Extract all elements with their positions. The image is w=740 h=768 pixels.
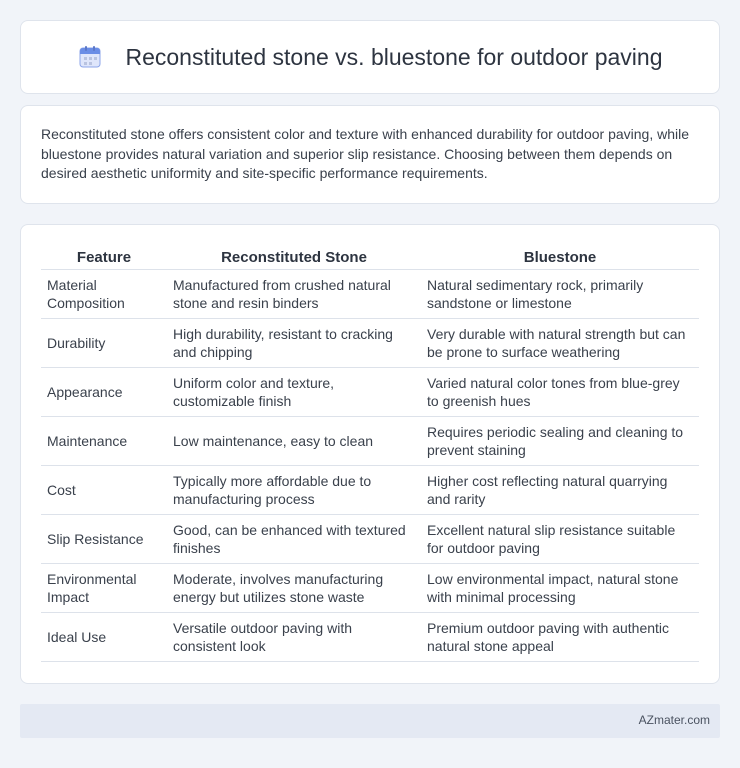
reconstituted-cell: Manufactured from crushed natural stone and resin binders — [167, 269, 421, 318]
table-header-row — [41, 243, 699, 269]
bluestone-cell: Varied natural color tones from blue-grey to greenish hues — [421, 367, 699, 416]
table-row — [41, 514, 699, 563]
bluestone-cell: Excellent natural slip resistance suitable for outdoor paving — [421, 514, 699, 563]
title-card — [20, 20, 720, 94]
footer-brand: AZmater.com — [638, 713, 710, 727]
bluestone-cell: Higher cost reflecting natural quarrying and rarity — [421, 465, 699, 514]
header-feature: Feature — [41, 243, 167, 269]
reconstituted-cell: Low maintenance, easy to clean — [167, 416, 421, 465]
header-reconstituted-stone: Reconstituted Stone — [167, 243, 421, 269]
table-row — [41, 563, 699, 612]
feature-cell: Durability — [41, 318, 167, 367]
feature-cell: Ideal Use — [41, 612, 167, 661]
feature-cell: Cost — [41, 465, 167, 514]
bluestone-cell: Premium outdoor paving with authentic natural stone appeal — [421, 612, 699, 661]
reconstituted-cell: Uniform color and texture, customizable finish — [167, 367, 421, 416]
bluestone-cell: Natural sedimentary rock, primarily sandstone or limestone — [421, 269, 699, 318]
summary-card — [20, 105, 720, 204]
comparison-table — [41, 243, 699, 662]
table-row — [41, 318, 699, 367]
table-row — [41, 416, 699, 465]
table-row — [41, 367, 699, 416]
summary-text: Reconstituted stone offers consistent color and texture with enhanced durability for outdoor paving, while bluestone provides natural variation and superior slip resistance. Choosing between them depends on desired aesthetic uniformity and site-specific performance requirements. — [41, 126, 690, 181]
feature-cell: Material Composition — [41, 269, 167, 318]
bluestone-cell: Very durable with natural strength but can be prone to surface weathering — [421, 318, 699, 367]
table-row — [41, 465, 699, 514]
table-row — [41, 269, 699, 318]
feature-cell: Appearance — [41, 367, 167, 416]
calendar-icon — [77, 44, 103, 70]
feature-cell: Slip Resistance — [41, 514, 167, 563]
bluestone-cell: Requires periodic sealing and cleaning to prevent staining — [421, 416, 699, 465]
bluestone-cell: Low environmental impact, natural stone with minimal processing — [421, 563, 699, 612]
feature-cell: Environmental Impact — [41, 563, 167, 612]
table-row — [41, 612, 699, 661]
page-title: Reconstituted stone vs. bluestone for outdoor paving — [125, 43, 663, 70]
footer-bar — [20, 704, 720, 738]
reconstituted-cell: Typically more affordable due to manufacturing process — [167, 465, 421, 514]
feature-cell: Maintenance — [41, 416, 167, 465]
reconstituted-cell: Moderate, involves manufacturing energy but utilizes stone waste — [167, 563, 421, 612]
header-bluestone: Bluestone — [421, 243, 699, 269]
comparison-card — [20, 224, 720, 684]
reconstituted-cell: Good, can be enhanced with textured finishes — [167, 514, 421, 563]
reconstituted-cell: High durability, resistant to cracking and chipping — [167, 318, 421, 367]
reconstituted-cell: Versatile outdoor paving with consistent look — [167, 612, 421, 661]
